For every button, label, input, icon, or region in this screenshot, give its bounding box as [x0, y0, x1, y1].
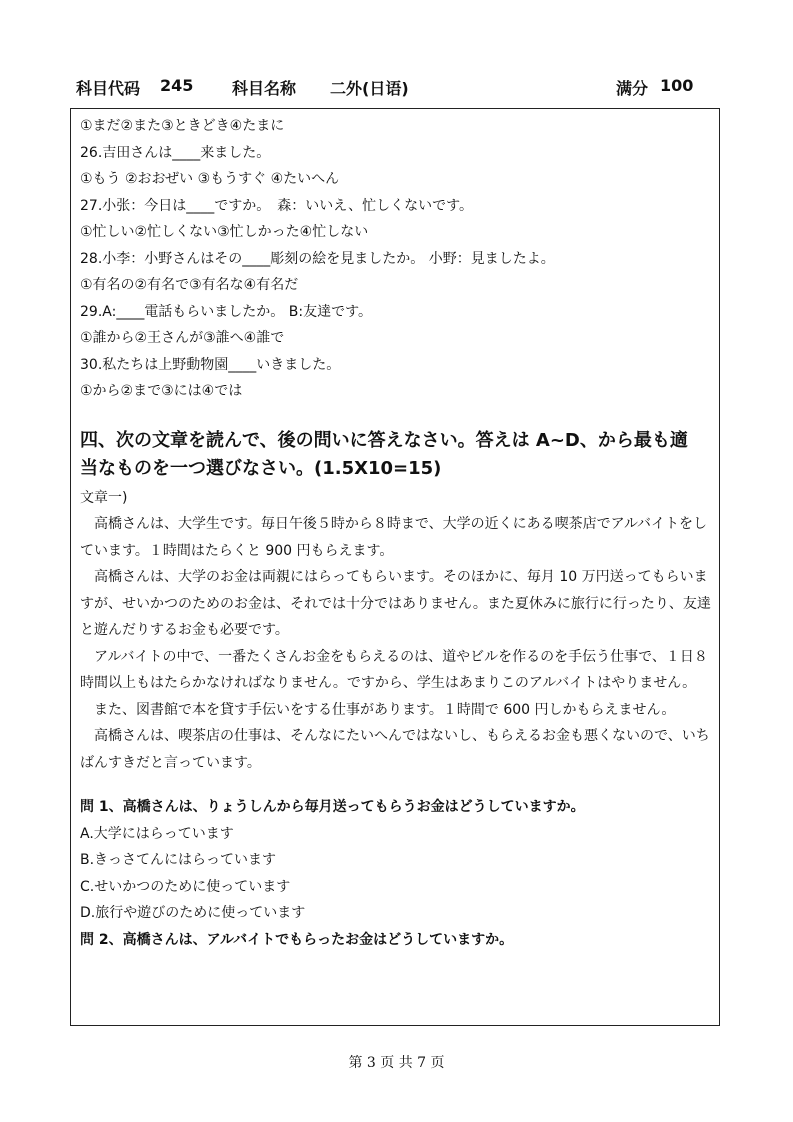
passage-paragraph: 高橋さんは、大学のお金は両親にはらってもらいます。そのほかに、毎月 10 万円送ってもらいますが、せいかつのためのお金は、それでは十分ではありません。また夏休みに旅行に行ったり、友達と遊んだりするお金も必要です。 — [80, 569, 711, 638]
passage-paragraph: また、図書館で本を貸す手伝いをする仕事があります。１時間で 600 円しかもらえません。 — [94, 701, 676, 718]
question-line: ①から②まで③には④では — [80, 383, 243, 399]
exam-header — [76, 76, 716, 100]
passage-label: 文章一) — [80, 489, 128, 506]
question-line: ①有名の②有名で③有名な④有名だ — [80, 277, 299, 293]
option-d: D.旅行や遊びのために使っています — [80, 905, 306, 921]
page-number: 第 3 页 共 7 页 — [348, 1055, 445, 1071]
option-c: C.せいかつのために使っています — [80, 878, 291, 895]
question-line: 28.小李：小野さんはその____彫刻の絵を見ましたか。 小野：見ましたよ。 — [80, 250, 555, 267]
question-line: 27.小张：今日は____ですか。 森：いいえ、忙しくないです。 — [80, 197, 473, 214]
question-line: ①もう ②おおぜい ③もうすぐ ④たいへん — [80, 171, 340, 187]
full-score-value: 100 — [660, 76, 694, 95]
passage-paragraph: アルバイトの中で、一番たくさんお金をもらえるのは、道やビルを作るのを手伝う仕事で、１日８時間以上もはたらかなければなりません。ですから、学生はあまりこのアルバイトはやりません。 — [80, 648, 708, 691]
page-content — [80, 113, 712, 953]
subject-code-value: 245 — [160, 76, 194, 95]
section-heading-line: 四、次の文章を読んで、後の問いに答えなさい。答えは A~D、から最も適 — [80, 429, 688, 451]
question-line: 30.私たちは上野動物園____いきました。 — [80, 356, 341, 373]
subject-name-value: 二外(日语) — [330, 79, 409, 98]
question-2: 問 2、高橋さんは、アルバイトでもらったお金はどうしていますか。 — [80, 931, 514, 948]
section-heading-line: 当なものを一つ選びなさい。(1.5X10=15) — [80, 457, 442, 479]
question-line: ①忙しい②忙しくない③忙しかった④忙しない — [80, 224, 369, 240]
passage-paragraph: 高橋さんは、大学生です。毎日午後５時から８時まで、大学の近くにある喫茶店でアルバイトをしています。１時間はたらくと 900 円もらえます。 — [80, 516, 708, 559]
question-line: ①まだ②また③ときどき④たまに — [80, 118, 285, 134]
option-b: B.きっさてんにはらっています — [80, 852, 277, 868]
question-line: 29.A:____電話もらいましたか。 B:友達です。 — [80, 303, 372, 320]
subject-code-label: 科目代码 — [76, 79, 141, 98]
question-line: 26.吉田さんは____来ました。 — [80, 144, 271, 161]
full-score-label: 满分 — [616, 79, 649, 98]
section-heading — [80, 427, 712, 483]
subject-name-label: 科目名称 — [232, 79, 297, 98]
passage-paragraph: 高橋さんは、喫茶店の仕事は、そんなにたいへんではないし、もらえるお金も悪くないので、いちばんすきだと言っています。 — [80, 728, 710, 771]
question-line: ①誰から②王さんが③誰へ④誰で — [80, 330, 285, 346]
question-1: 問 1、高橋さんは、りょうしんから毎月送ってもらうお金はどうしていますか。 — [80, 799, 585, 815]
option-a: A.大学にはらっています — [80, 825, 234, 842]
